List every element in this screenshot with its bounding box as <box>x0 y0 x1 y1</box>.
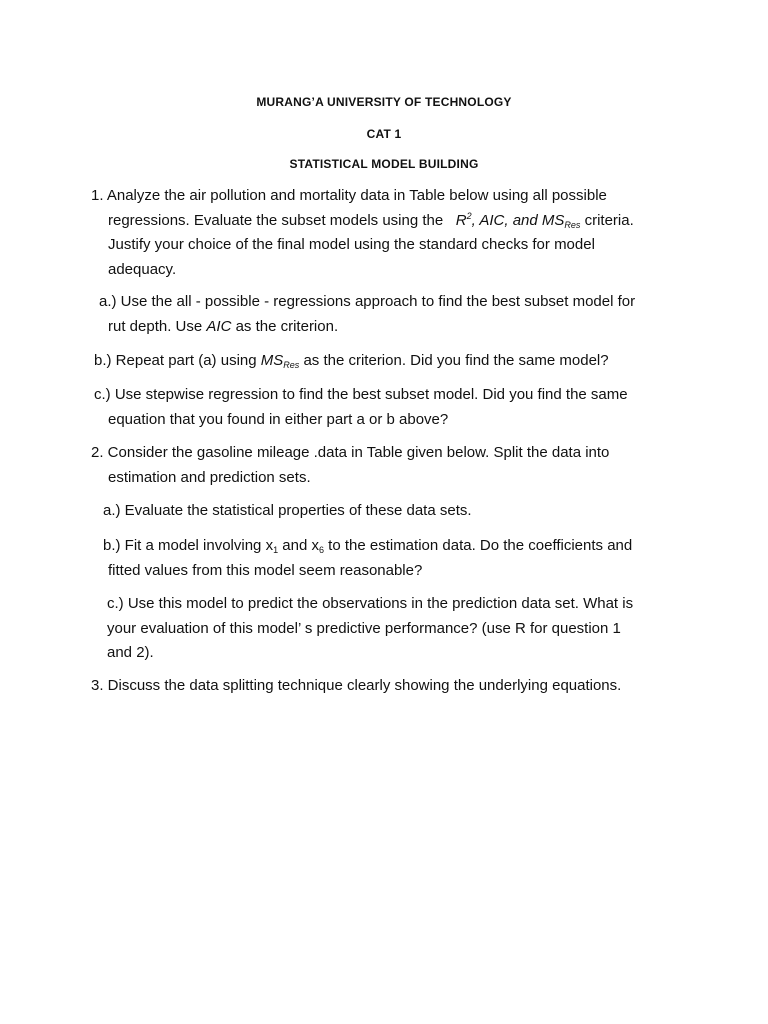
q1b-line-1: b.) Repeat part (a) using $MS_{Res}$ as the criterion. Did you find the same model? <box>94 352 609 370</box>
question-3 <box>91 674 621 699</box>
q1-line-3: Justify your choice of the final model using the standard checks for model <box>108 236 595 253</box>
q3-line-1: 3. Discuss the data splitting technique clearly showing the underlying equations. <box>91 677 622 694</box>
question-2 <box>91 441 609 490</box>
question-1c <box>94 383 628 432</box>
q2b-line-2: fitted values from this model seem reasonable? <box>108 561 423 579</box>
q2a-line-1: a.) Evaluate the statistical properties of these data sets. <box>103 502 472 519</box>
q2-line-2: estimation and prediction sets. <box>108 468 311 486</box>
question-1 <box>91 184 634 282</box>
question-2a <box>103 499 472 524</box>
question-1b <box>94 349 609 374</box>
q1c-line-2: equation that you found in either part a or b above? <box>108 410 449 428</box>
q1a-line-1: a.) Use the all - possible - regressions approach to find the best subset model for <box>99 293 636 310</box>
cat-title: CAT 1 <box>366 127 402 141</box>
university-title: MURANG’A UNIVERSITY OF TECHNOLOGY <box>256 95 512 109</box>
question-2b <box>103 534 632 583</box>
question-1a <box>99 290 635 339</box>
q1-line-4: adequacy. <box>108 260 177 278</box>
course-title: STATISTICAL MODEL BUILDING <box>289 157 479 171</box>
q1-line-2: regressions. Evaluate the subset models using the $R^2$, AIC, and $MS_{Res}$ criteria. <box>108 210 634 230</box>
q1c-line-1: c.) Use stepwise regression to find the best subset model. Did you find the same <box>94 386 628 403</box>
q2-line-1: 2. Consider the gasoline mileage .data in Table given below. Split the data into <box>91 444 610 461</box>
q2b-line-1: b.) Fit a model involving $x_1$ and $x_6$ to the estimation data. Do the coefficients and <box>103 537 633 555</box>
q2c-line-3: and 2). <box>107 644 154 661</box>
q1-line-1: 1. Analyze the air pollution and mortality data in Table below using all possible <box>91 187 607 204</box>
question-2c <box>107 592 633 666</box>
q2c-line-1: c.) Use this model to predict the observations in the prediction data set. What is <box>107 595 634 612</box>
q2c-line-2: your evaluation of this model’ s predictive performance? (use R for question 1 <box>107 619 621 637</box>
q1a-line-2: rut depth. Use AIC as the criterion. <box>108 317 339 335</box>
